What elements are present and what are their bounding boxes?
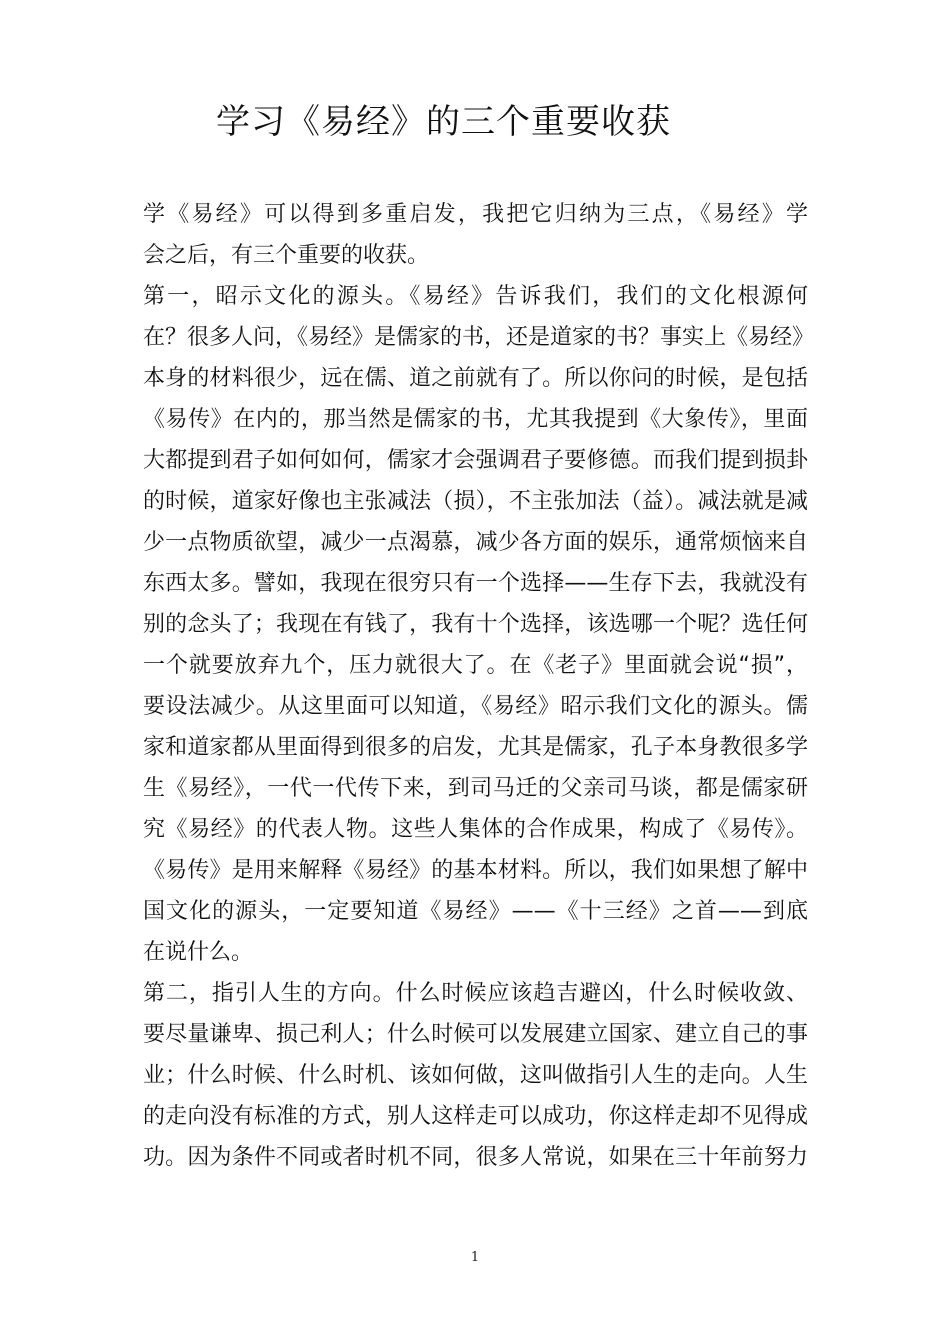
text-line: 会之后，有三个重要的收获。 [143, 243, 430, 268]
text-line: 家和道家都从里面得到很多的启发，尤其是儒家，孔子本身教很多学 [143, 735, 808, 760]
text-line: 别的念头了；我现在有钱了，我有十个选择，该选哪一个呢？选任何 [143, 612, 808, 637]
text-line: 第二，指引人生的方向。什么时候应该趋吉避凶，什么时候收敛、 [143, 981, 808, 1006]
text-line: 少一点物质欲望，减少一点渴慕，减少各方面的娱乐，通常烦恼来自 [143, 530, 808, 555]
text-line: 《易传》在内的，那当然是儒家的书，尤其我提到《大象传》，里面 [143, 407, 808, 432]
text-line: 在说什么。 [143, 940, 254, 965]
document-body [143, 194, 815, 1178]
document-title: 学习《易经》的三个重要收获 [216, 102, 671, 142]
text-line: 的时候，道家好像也主张减法（损），不主张加法（益）。减法就是减 [143, 489, 808, 514]
text-line: 在？很多人问，《易经》是儒家的书，还是道家的书？事实上《易经》 [143, 325, 815, 350]
page-number: 1 [470, 1250, 480, 1265]
text-line: 大都提到君子如何如何，儒家才会强调君子要修德。而我们提到损卦 [143, 448, 808, 473]
text-line: 国文化的源头，一定要知道《易经》——《十三经》之首——到底 [143, 899, 808, 924]
text-line: 学《易经》可以得到多重启发，我把它归纳为三点，《易经》学 [143, 202, 808, 227]
text-line: 一个就要放弃九个，压力就很大了。在《老子》里面就会说“损”， [143, 653, 808, 678]
text-line: 的走向没有标准的方式，别人这样走可以成功，你这样走却不见得成 [143, 1104, 808, 1129]
text-line: 究《易经》的代表人物。这些人集体的合作成果，构成了《易传》。 [143, 817, 808, 842]
text-line: 要设法减少。从这里面可以知道，《易经》昭示我们文化的源头。儒 [143, 694, 808, 719]
text-line: 要尽量谦卑、损己利人；什么时候可以发展建立国家、建立自己的事 [143, 1022, 808, 1047]
text-line: 第一，昭示文化的源头。《易经》告诉我们，我们的文化根源何 [143, 284, 808, 309]
text-line: 《易传》是用来解释《易经》的基本材料。所以，我们如果想了解中 [143, 858, 808, 883]
paragraph-second-point [143, 973, 808, 1178]
paragraph-first-point [143, 276, 815, 973]
text-line: 本身的材料很少，远在儒、道之前就有了。所以你问的时候，是包括 [143, 366, 808, 391]
text-line: 东西太多。譬如，我现在很穷只有一个选择——生存下去，我就没有 [143, 571, 808, 596]
text-line: 生《易经》，一代一代传下来，到司马迁的父亲司马谈，都是儒家研 [143, 776, 808, 801]
paragraph-intro [143, 194, 808, 276]
text-line: 业；什么时候、什么时机、该如何做，这叫做指引人生的走向。人生 [143, 1063, 808, 1088]
text-line: 功。因为条件不同或者时机不同，很多人常说，如果在三十年前努力 [143, 1145, 808, 1170]
